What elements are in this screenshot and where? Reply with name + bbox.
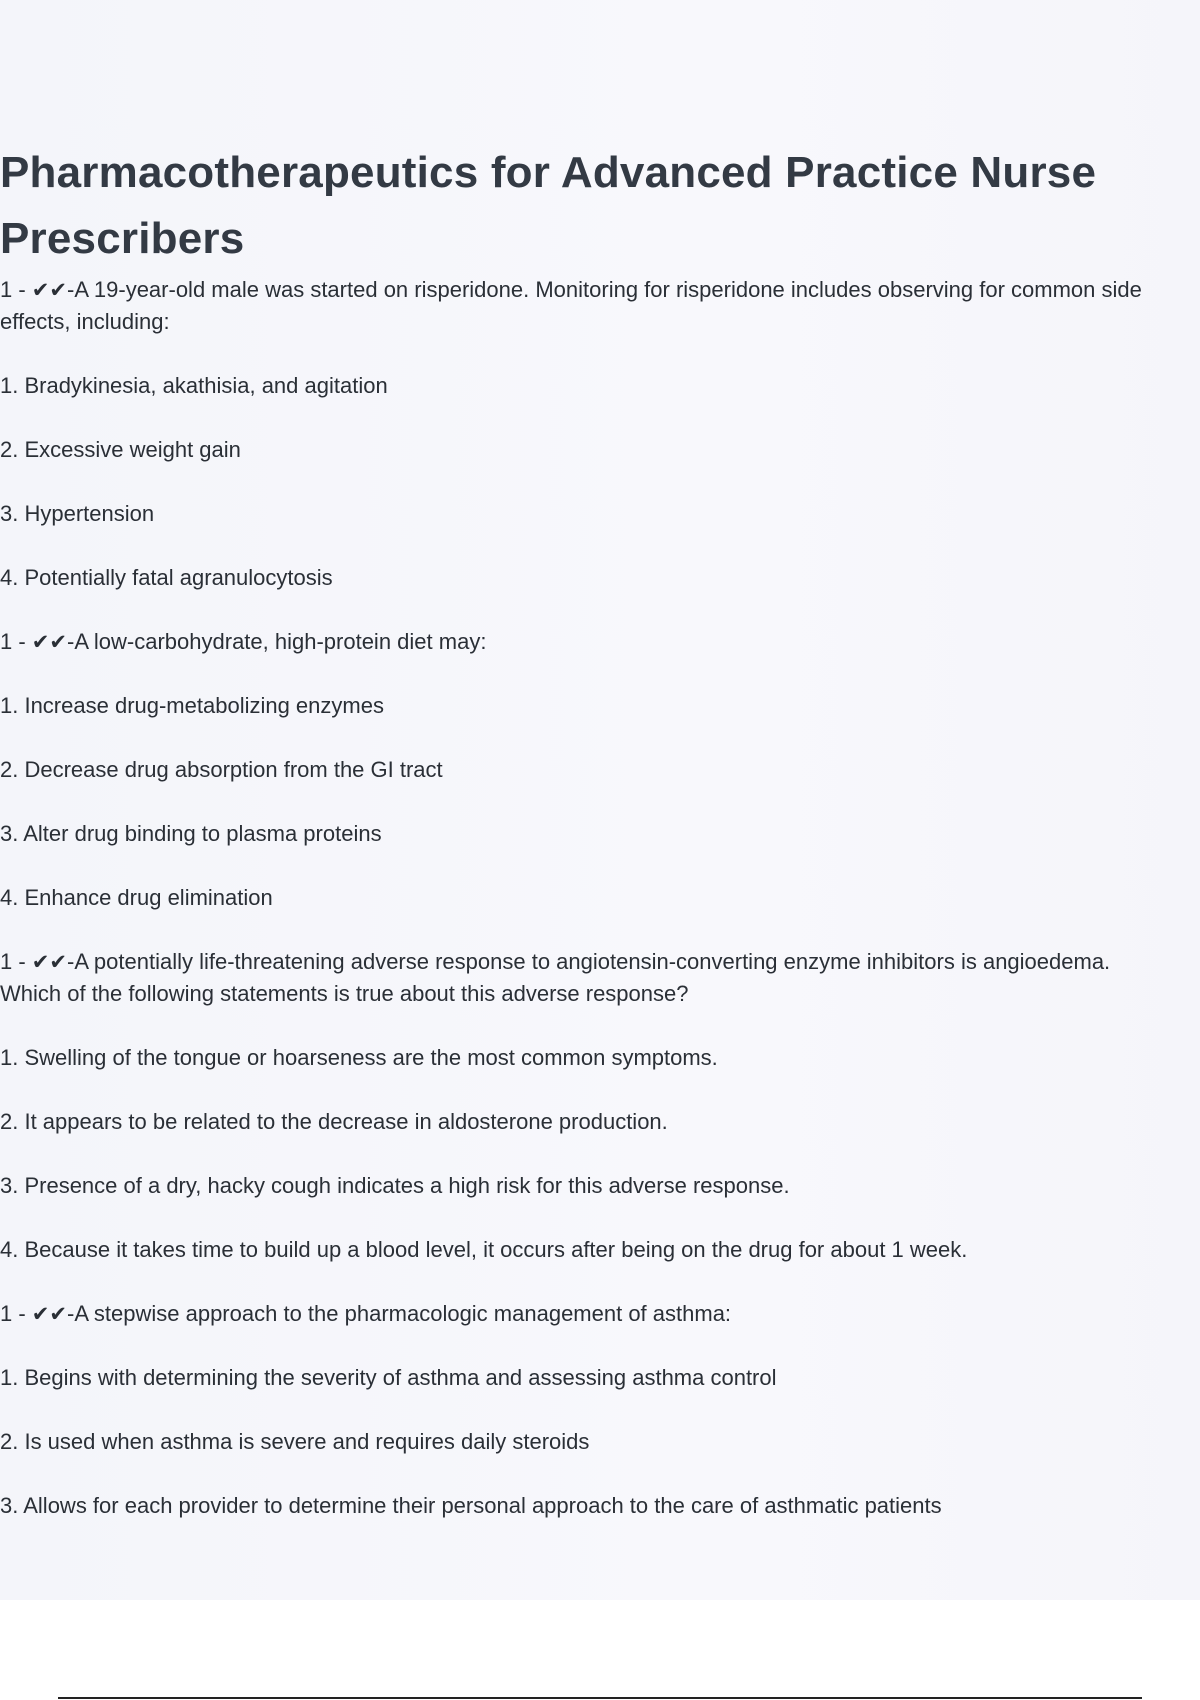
question-text: -A 19-year-old male was started on risperidone. Monitoring for risperidone includes observing for common side effects, including: (0, 277, 1142, 334)
answer-option: 1. Begins with determining the severity of asthma and assessing asthma control (0, 1365, 777, 1390)
question-stem (0, 274, 1160, 338)
answer-option: 4. Enhance drug elimination (0, 885, 273, 910)
double-check-icon: ✔✔ (31, 950, 67, 974)
answer-option: 1. Increase drug-metabolizing enzymes (0, 693, 384, 718)
document-content (0, 140, 1160, 1554)
answer-option: 4. Because it takes time to build up a blood level, it occurs after being on the drug for about 1 week. (0, 1237, 968, 1262)
answer-option: 1. Swelling of the tongue or hoarseness are the most common symptoms. (0, 1045, 718, 1070)
question-stem (0, 946, 1160, 1010)
document-title: Pharmacotherapeutics for Advanced Practice Nurse Prescribers (0, 148, 1097, 263)
footer-divider (58, 1697, 1142, 1699)
question-number: 1 - (0, 1301, 32, 1326)
question-stem (0, 626, 1160, 658)
answer-option: 3. Presence of a dry, hacky cough indicates a high risk for this adverse response. (0, 1173, 790, 1198)
answer-option: 3. Hypertension (0, 501, 155, 526)
answer-option: 3. Allows for each provider to determine their personal approach to the care of asthmatic patients (0, 1493, 942, 1518)
question-text: -A low-carbohydrate, high-protein diet may: (67, 629, 487, 654)
question-number: 1 - (0, 629, 32, 654)
answer-option: 4. Potentially fatal agranulocytosis (0, 565, 333, 590)
question-number: 1 - (0, 277, 32, 302)
answer-option: 2. Excessive weight gain (0, 437, 241, 462)
answer-option: 2. Decrease drug absorption from the GI tract (0, 757, 443, 782)
double-check-icon: ✔✔ (31, 630, 67, 654)
question-text: -A potentially life-threatening adverse response to angiotensin-converting enzyme inhibitors is angioedema. Which of the following statements is true about this adverse response? (0, 949, 1111, 1006)
answer-option: 3. Alter drug binding to plasma proteins (0, 821, 382, 846)
answer-option: 2. It appears to be related to the decrease in aldosterone production. (0, 1109, 668, 1134)
question-list (0, 274, 1160, 1522)
answer-option: 2. Is used when asthma is severe and requires daily steroids (0, 1429, 590, 1454)
answer-option: 1. Bradykinesia, akathisia, and agitation (0, 373, 388, 398)
question-stem (0, 1298, 1160, 1330)
double-check-icon: ✔✔ (31, 278, 67, 302)
question-number: 1 - (0, 949, 32, 974)
double-check-icon: ✔✔ (31, 1302, 67, 1326)
question-text: -A stepwise approach to the pharmacologic management of asthma: (67, 1301, 732, 1326)
